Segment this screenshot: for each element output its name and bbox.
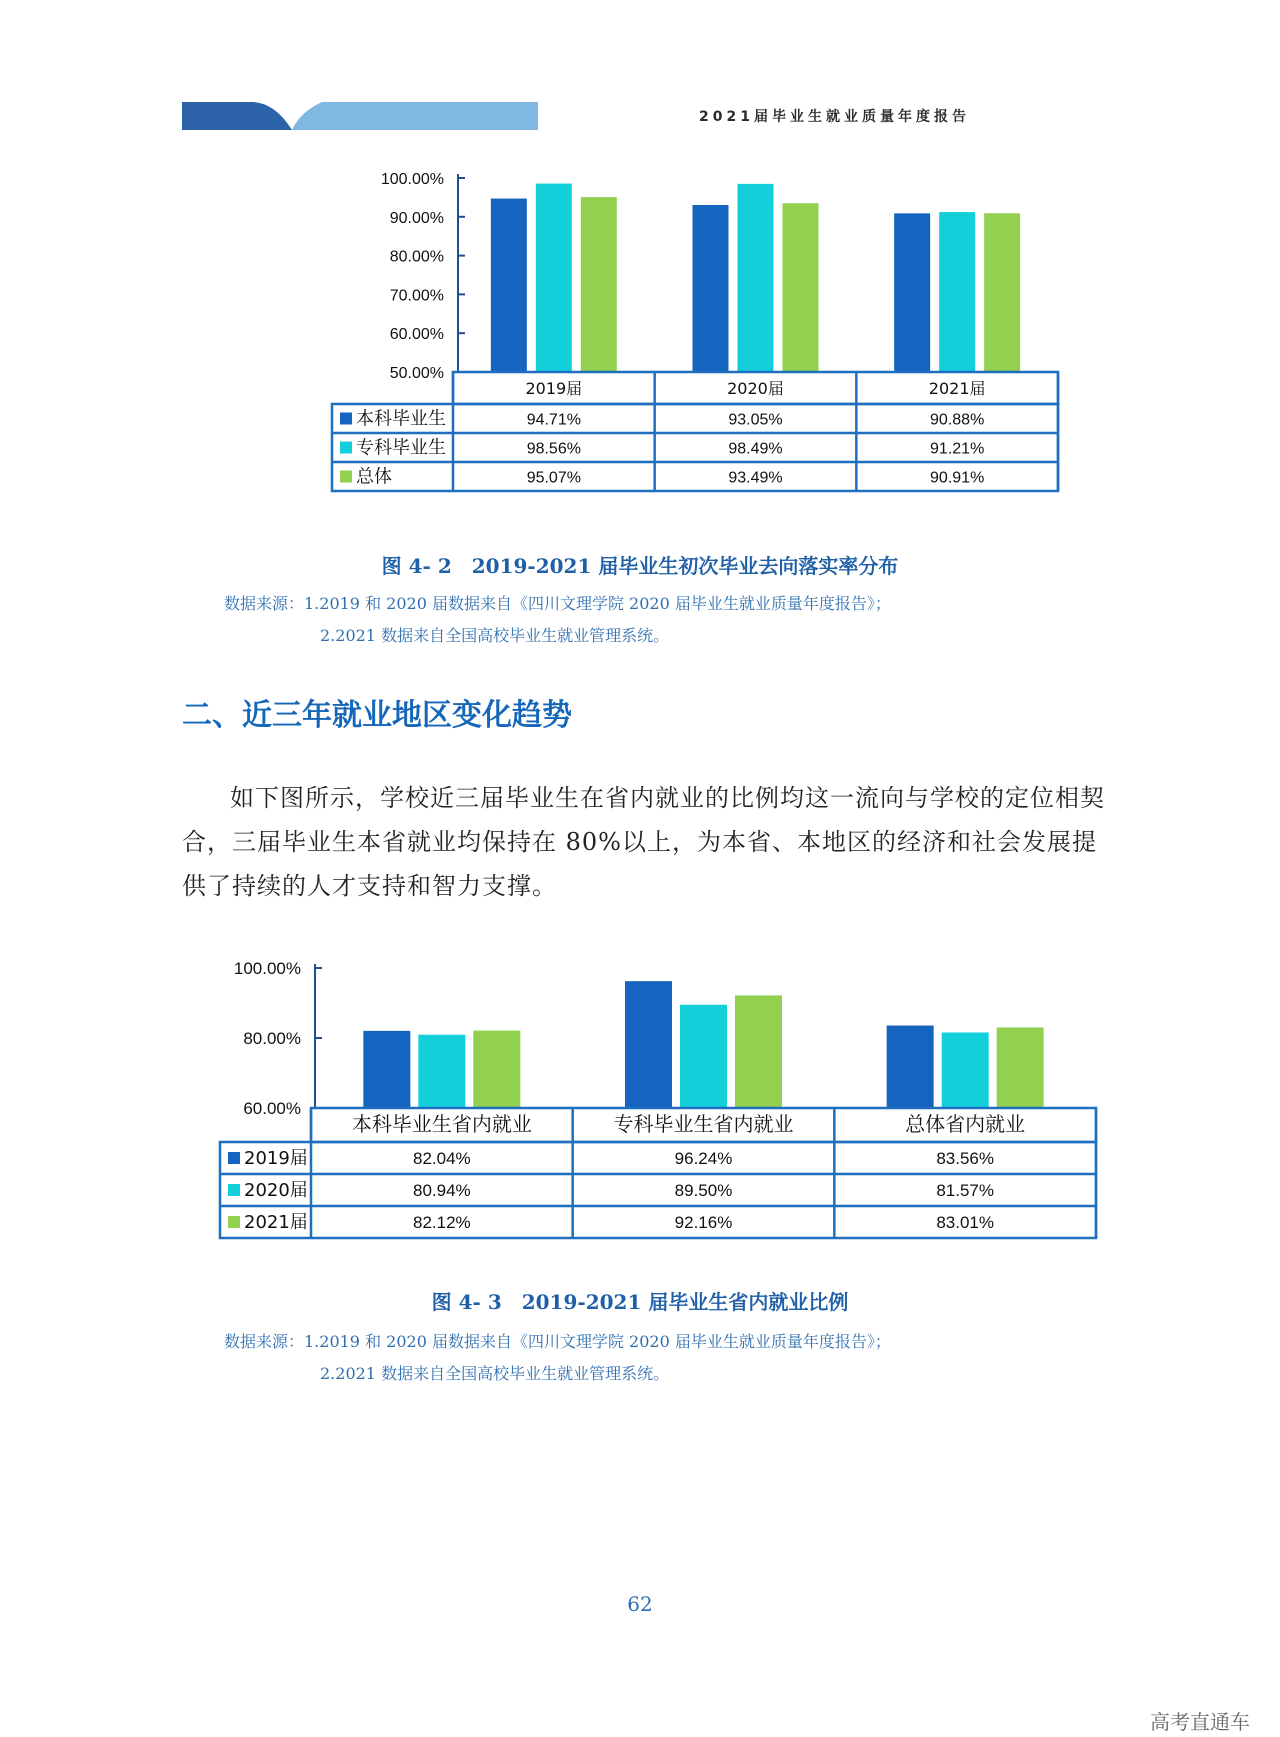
data-label: 90.88% [930,411,985,429]
section-title: 二、近三年就业地区变化趋势 [182,698,572,733]
figure-source-4-2 [224,588,891,652]
y-tick-label: 70.00% [389,287,444,305]
bar [581,197,617,372]
legend-key [340,471,352,483]
source-line-1: 数据来源：1.2019 和 2020 届数据来自《四川文理学院 2020 届毕业生就业质量年度报告》； [224,594,891,613]
bar [887,1026,934,1108]
data-label: 92.16% [674,1213,733,1232]
bar [735,995,782,1108]
source-line-1: 数据来源：1.2019 和 2020 届数据来自《四川文理学院 2020 届毕业生就业质量年度报告》； [224,1332,891,1351]
bar [363,1031,410,1108]
y-tick-label: 100.00% [380,171,444,188]
bar [997,1027,1044,1108]
legend-key [340,413,352,425]
source-line-2: 2.2021 数据来自全国高校毕业生就业管理系统。 [320,1364,670,1383]
y-tick-label: 50.00% [389,365,444,382]
body-paragraph: 如下图所示，学校近三届毕业生在省内就业的比例均这一流向与学校的定位相契合，三届毕业生本省就业均保持在 80%以上，为本省、本地区的经济和社会发展提供了持续的人才支持和智力支撑。 [182,784,1105,900]
data-label: 98.56% [526,440,581,458]
watermark: 高考直通车 [1150,1710,1250,1734]
bar [625,981,672,1108]
category-label: 总体省内就业 [905,1112,1026,1136]
bar [418,1035,465,1108]
data-label: 98.49% [728,440,783,458]
category-label: 专科毕业生省内就业 [613,1112,794,1136]
data-label: 82.12% [412,1213,471,1232]
y-tick-label: 80.00% [243,1029,301,1048]
bar [894,213,930,372]
bar [491,199,527,372]
y-tick-label: 60.00% [389,326,444,344]
bar [536,184,572,372]
data-label: 94.71% [526,411,581,429]
data-label: 96.24% [674,1149,733,1168]
header-banner [182,102,538,130]
figure-caption-4-2: 图 4- 2 2019-2021 届毕业生初次毕业去向落实率分布 [381,554,899,578]
data-label: 89.50% [674,1181,733,1200]
data-label: 93.49% [728,469,783,487]
bar [473,1031,520,1108]
source-line-2: 2.2021 数据来自全国高校毕业生就业管理系统。 [320,626,670,645]
legend-key [228,1216,240,1228]
legend-label: 本科毕业生 [356,408,446,430]
legend-label: 2020届 [244,1180,308,1201]
chart-in-province-employment [0,950,1280,1240]
category-label: 2019届 [525,379,583,398]
data-label: 91.21% [930,440,985,458]
category-label: 本科毕业生省内就业 [351,1112,532,1136]
legend-label: 总体 [356,466,392,488]
bar [783,203,819,372]
bar [680,1005,727,1108]
legend-label: 2021届 [244,1212,308,1233]
figure-source-4-3 [224,1326,891,1390]
bar [942,1033,989,1108]
legend-label: 专科毕业生 [356,437,446,459]
legend-key [228,1152,240,1164]
data-label: 80.94% [412,1181,471,1200]
data-label: 93.05% [728,411,783,429]
header-title: 2021届毕业生就业质量年度报告 [699,109,970,125]
category-label: 2020届 [727,379,784,398]
y-tick-label: 80.00% [389,248,444,266]
data-label: 83.56% [936,1149,995,1168]
legend-key [228,1184,240,1196]
data-label: 95.07% [526,469,581,487]
data-label: 81.57% [936,1181,995,1200]
data-label: 90.91% [930,469,985,487]
figure-caption-4-3: 图 4- 3 2019-2021 届毕业生省内就业比例 [431,1290,849,1314]
y-tick-label: 100.00% [233,959,301,978]
y-tick-label: 60.00% [243,1099,301,1118]
bar [738,184,774,372]
legend-key [340,442,352,454]
legend-label: 2019届 [244,1148,308,1169]
bar [939,212,975,372]
data-label: 82.04% [412,1149,471,1168]
data-label: 83.01% [936,1213,995,1232]
y-tick-label: 90.00% [389,209,444,227]
page-number: 62 [627,1592,653,1616]
bar [984,213,1020,372]
bar [693,205,729,372]
category-label: 2021届 [928,379,986,398]
chart-graduate-placement-rate [0,160,1280,500]
